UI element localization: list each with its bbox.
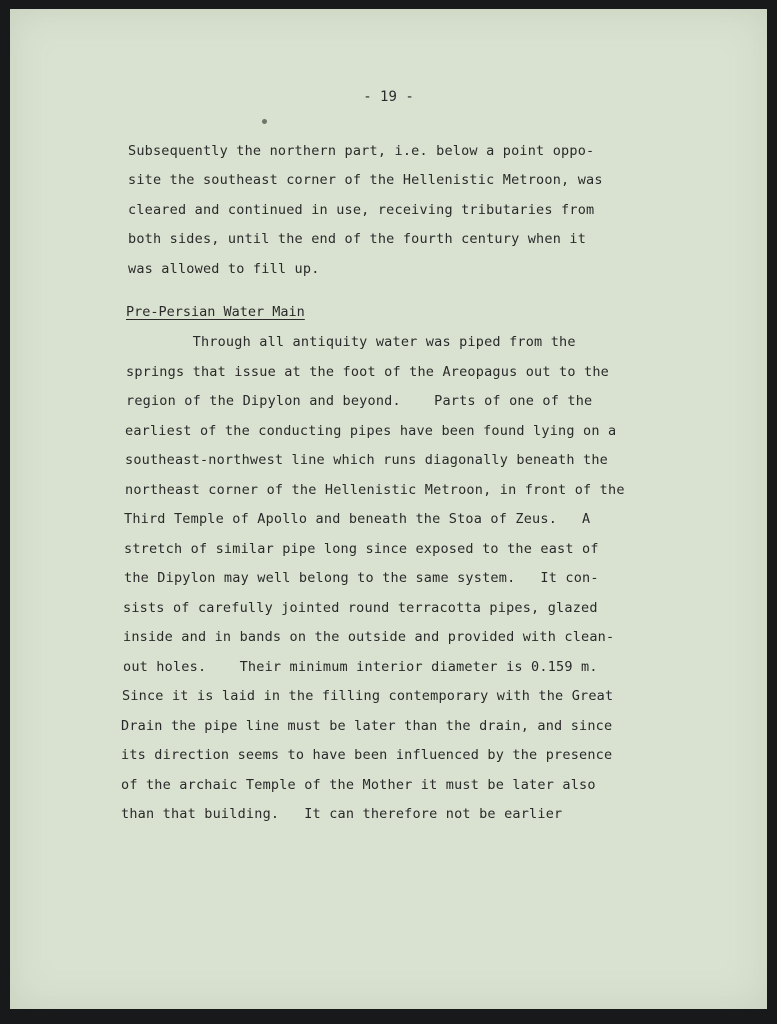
page-number: - 19 -	[363, 89, 414, 105]
text-line: site the southeast corner of the Hellenistic Metroon, was	[128, 172, 603, 188]
text-line: region of the Dipylon and beyond. Parts of one of the	[126, 393, 593, 409]
text-line: southeast-northwest line which runs diagonally beneath the	[125, 452, 609, 468]
text-line: Through all antiquity water was piped from the	[126, 334, 576, 350]
text-line: Since it is laid in the filling contemporary with the Great	[122, 688, 614, 704]
body-text	[10, 9, 767, 1009]
text-line: was allowed to fill up.	[128, 261, 320, 277]
text-line: inside and in bands on the outside and provided with clean-	[123, 629, 615, 645]
text-line: than that building. It can therefore not be earlier	[121, 806, 563, 822]
section-heading: Pre-Persian Water Main	[126, 304, 305, 320]
text-line: northeast corner of the Hellenistic Metroon, in front of the	[125, 482, 625, 498]
document-page	[10, 9, 767, 1009]
text-line: sists of carefully jointed round terracotta pipes, glazed	[123, 600, 598, 616]
text-line: Subsequently the northern part, i.e. below a point oppo-	[128, 143, 595, 159]
text-line: Third Temple of Apollo and beneath the Stoa of Zeus. A	[124, 511, 591, 527]
text-line: Drain the pipe line must be later than the drain, and since	[121, 718, 613, 734]
text-line: out holes. Their minimum interior diameter is 0.159 m.	[123, 659, 598, 675]
text-line: of the archaic Temple of the Mother it must be later also	[121, 777, 596, 793]
text-line: springs that issue at the foot of the Areopagus out to the	[126, 364, 610, 380]
text-line: its direction seems to have been influenced by the presence	[121, 747, 613, 763]
text-line: earliest of the conducting pipes have been found lying on a	[125, 423, 617, 439]
text-line: the Dipylon may well belong to the same system. It con-	[124, 570, 599, 586]
text-line: both sides, until the end of the fourth century when it	[128, 231, 587, 247]
text-line: cleared and continued in use, receiving tributaries from	[128, 202, 595, 218]
text-line: stretch of similar pipe long since exposed to the east of	[124, 541, 599, 557]
